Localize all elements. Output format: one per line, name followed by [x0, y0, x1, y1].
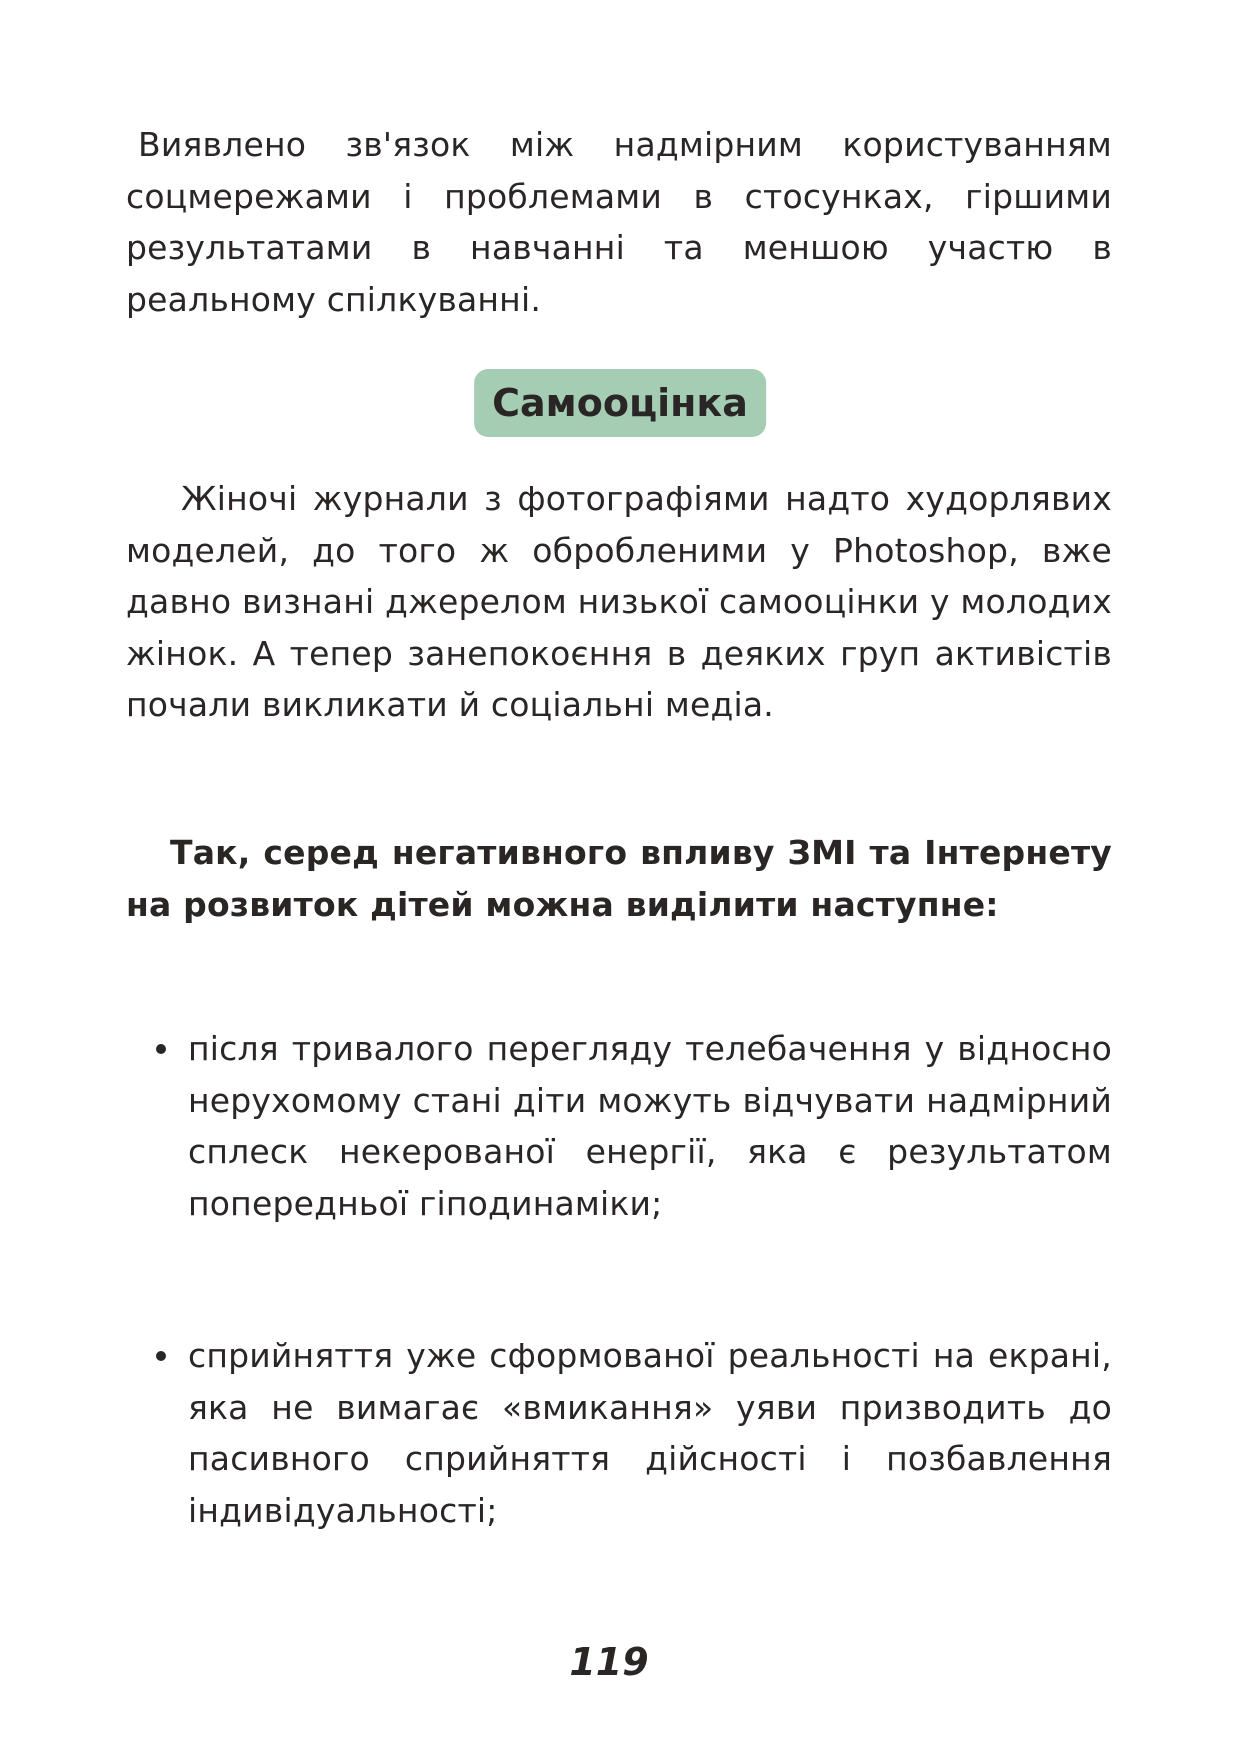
intro-paragraph: Виявлено зв'язок між надмірним користуванням соцмережами і проблемами в стосунках, гіршими результатами в навчанні та меншою участю в реальному спілкуванні. [126, 125, 1112, 319]
list-item [126, 1330, 1112, 1536]
bullet-dot-icon [156, 1351, 166, 1361]
page-number: 119 [569, 1640, 649, 1684]
bullet-list-first [126, 1023, 1112, 1229]
list-item [126, 1023, 1112, 1229]
self-esteem-paragraph: Жіночі журнали з фотографіями надто худорлявих моделей, до того ж обробленими у Photoshop, вже давно визнані джерелом низької самооцінки у молодих жінок. А тепер занепокоєння в деяких груп активістів почали викликати й соціальні медіа. [126, 479, 1112, 724]
list-item-text: після тривалого перегляду телебачення у відносно нерухомому стані діти можуть відчувати надмірний сплеск некерованої енергії, яка є результатом попередньої гіподинаміки; [188, 1029, 1112, 1223]
bullet-dot-icon [156, 1044, 166, 1054]
bullet-list-second [126, 1330, 1112, 1536]
list-item-text: сприйняття уже сформованої реальності на екрані, яка не вимагає «вмикання» уяви призводить до пасивного сприйняття дійсності і позбавлення індивідуальності; [188, 1336, 1112, 1530]
section-heading-self-esteem: Самооцінка [474, 369, 766, 437]
negative-impact-heading: Так, серед негативного впливу ЗМІ та Інтернету на розвиток дітей можна виділити наступне: [126, 833, 1112, 924]
